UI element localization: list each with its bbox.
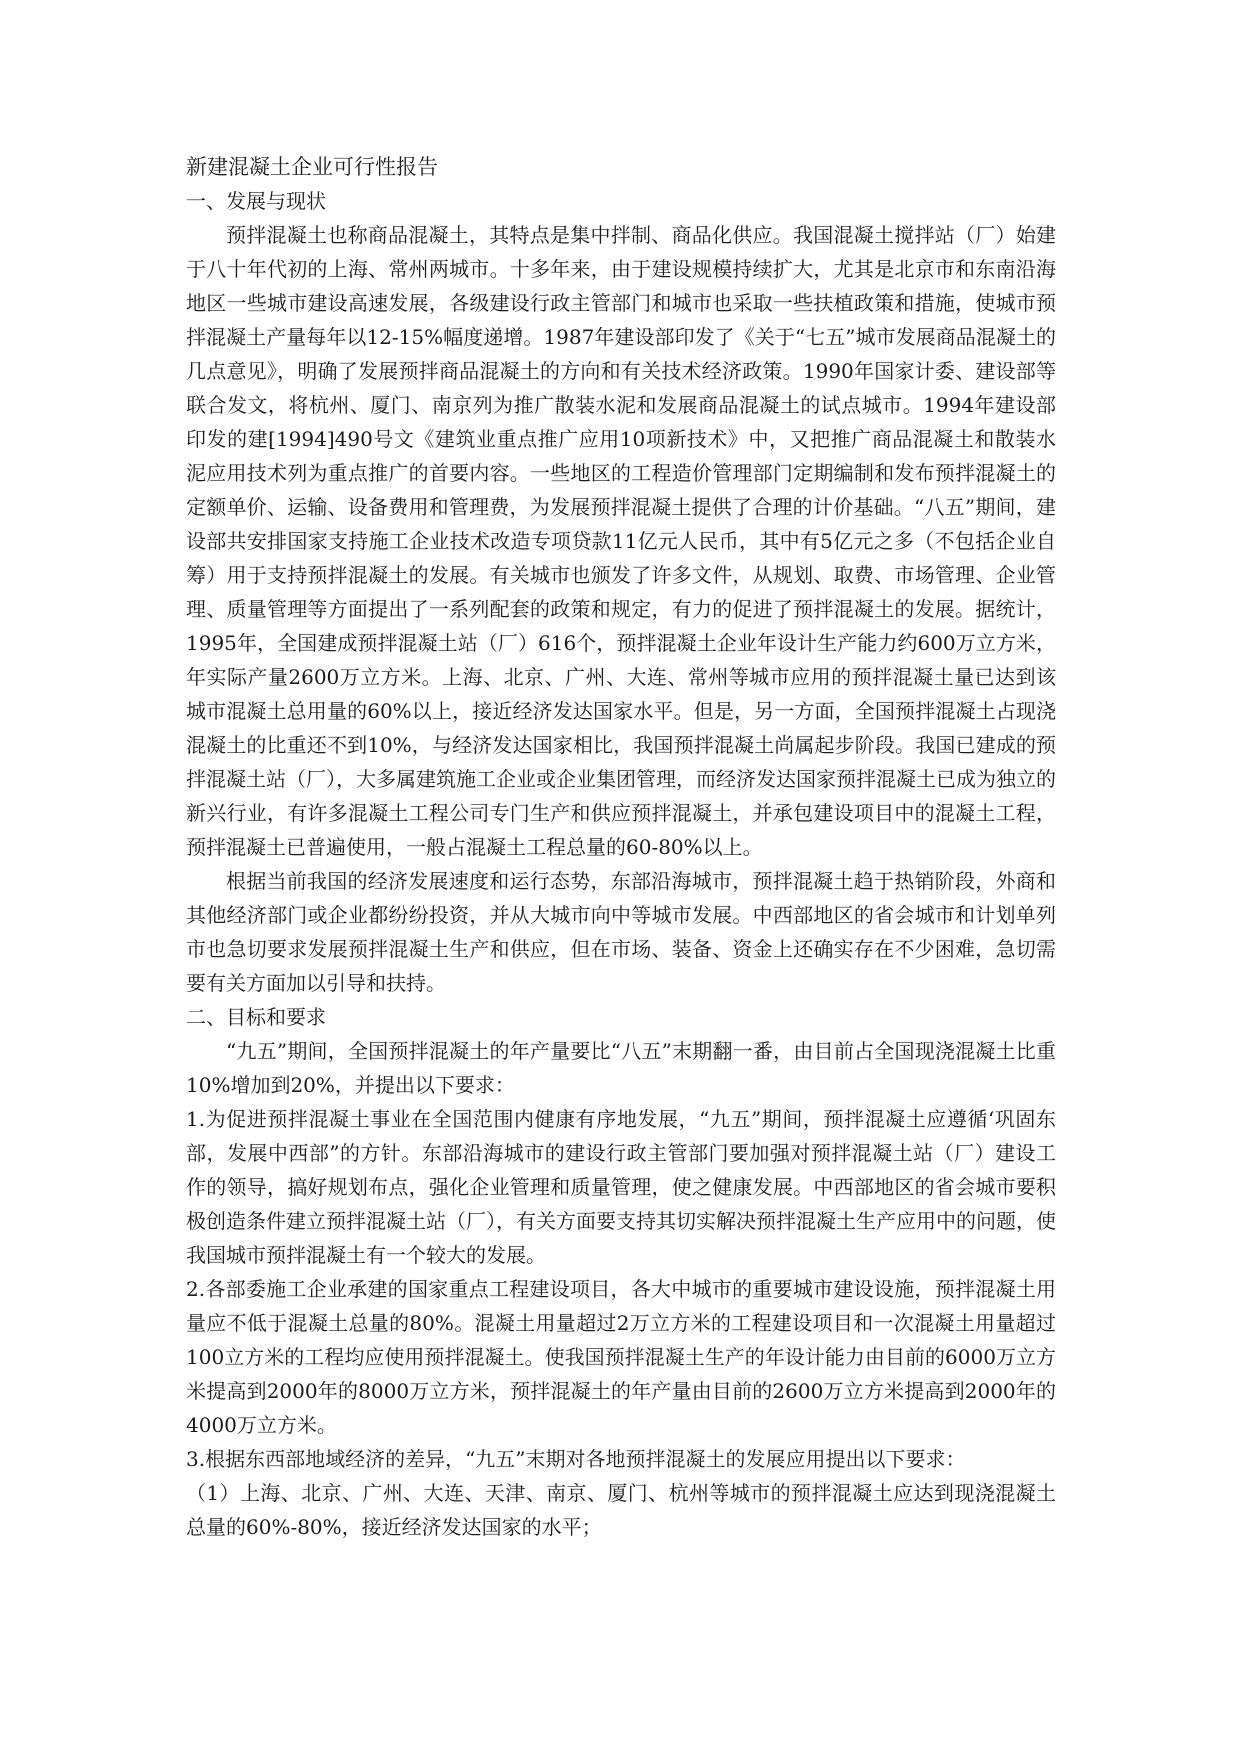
sub-list-item: （1）上海、北京、广州、大连、天津、南京、厦门、杭州等城市的预拌混凝土应达到现浇混凝土总量的60%-80%，接近经济发达国家的水平； [186, 1481, 1056, 1539]
section-heading-1: 一、发展与现状 [186, 189, 326, 213]
list-item: 1.为促进预拌混凝土事业在全国范围内健康有序地发展，“九五”期间，预拌混凝土应遵循‘巩固东部，发展中西部”的方针。东部沿海城市的建设行政主管部门要加强对预拌混凝土站（厂）建设工作的领导，搞好规划布点，强化企业管理和质量管理，使之健康发展。中西部地区的省会城市要积极创造条件建立预拌混凝土站（厂），有关方面要支持其切实解决预拌混凝土生产应用中的问题，使我国城市预拌混凝土有一个较大的发展。 [186, 1107, 1056, 1267]
list-item: 3.根据东西部地域经济的差异，“九五”末期对各地预拌混凝土的发展应用提出以下要求： [186, 1447, 966, 1471]
document-title: 新建混凝土企业可行性报告 [186, 155, 438, 179]
list-item: 2.各部委施工企业承建的国家重点工程建设项目，各大中城市的重要城市建设设施，预拌混凝土用量应不低于混凝土总量的80%。混凝土用量超过2万立方米的工程建设项目和一次混凝土用量超过100立方米的工程均应使用预拌混凝土。使我国预拌混凝土生产的年设计能力由目前的6000万立方米提高到2000年的8000万立方米，预拌混凝土的年产量由目前的2600万立方米提高到2000年的4000万立方米。 [186, 1277, 1056, 1437]
paragraph: “九五”期间，全国预拌混凝土的年产量要比“八五”末期翻一番，由目前占全国现浇混凝土比重10%增加到20%，并提出以下要求： [186, 1039, 1056, 1097]
paragraph: 预拌混凝土也称商品混凝土，其特点是集中拌制、商品化供应。我国混凝土搅拌站（厂）始建于八十年代初的上海、常州两城市。十多年来，由于建设规模持续扩大，尤其是北京市和东南沿海地区一些城市建设高速发展，各级建设行政主管部门和城市也采取一些扶植政策和措施，使城市预拌混凝土产量每年以12-15%幅度递增。1987年建设部印发了《关于“七五”城市发展商品混凝土的几点意见》，明确了发展预拌商品混凝土的方向和有关技术经济政策。1990年国家计委、建设部等联合发文，将杭州、厦门、南京列为推广散装水泥和发展商品混凝土的试点城市。1994年建设部印发的建[1994]490号文《建筑业重点推广应用10项新技术》中，又把推广商品混凝土和散装水泥应用技术列为重点推广的首要内容。一些地区的工程造价管理部门定期编制和发布预拌混凝土的定额单价、运输、设备费用和管理费，为发展预拌混凝土提供了合理的计价基础。“八五”期间，建设部共安排国家支持施工企业技术改造专项贷款11亿元人民币，其中有5亿元之多（不包括企业自筹）用于支持预拌混凝土的发展。有关城市也颁发了许多文件，从规划、取费、市场管理、企业管理、质量管理等方面提出了一系列配套的政策和规定，有力的促进了预拌混凝土的发展。据统计，1995年，全国建成预拌混凝土站（厂）616个，预拌混凝土企业年设计生产能力约600万立方米，年实际产量2600万立方米。上海、北京、广州、大连、常州等城市应用的预拌混凝土量已达到该城市混凝土总用量的60%以上，接近经济发达国家水平。但是，另一方面，全国预拌混凝土占现浇混凝土的比重还不到10%，与经济发达国家相比，我国预拌混凝土尚属起步阶段。我国已建成的预拌混凝土站（厂），大多属建筑施工企业或企业集团管理，而经济发达国家预拌混凝土已成为独立的新兴行业，有许多混凝土工程公司专门生产和供应预拌混凝土，并承包建设项目中的混凝土工程，预拌混凝土已普遍使用，一般占混凝土工程总量的60-80%以上。 [186, 223, 1056, 859]
section-heading-2: 二、目标和要求 [186, 1005, 326, 1029]
paragraph: 根据当前我国的经济发展速度和运行态势，东部沿海城市，预拌混凝土趋于热销阶段，外商和其他经济部门或企业都纷纷投资，并从大城市向中等城市发展。中西部地区的省会城市和计划单列市也急切要求发展预拌混凝土生产和供应，但在市场、装备、资金上还确实存在不少困难，急切需要有关方面加以引导和扶持。 [186, 869, 1056, 995]
document-body [186, 150, 1056, 1544]
